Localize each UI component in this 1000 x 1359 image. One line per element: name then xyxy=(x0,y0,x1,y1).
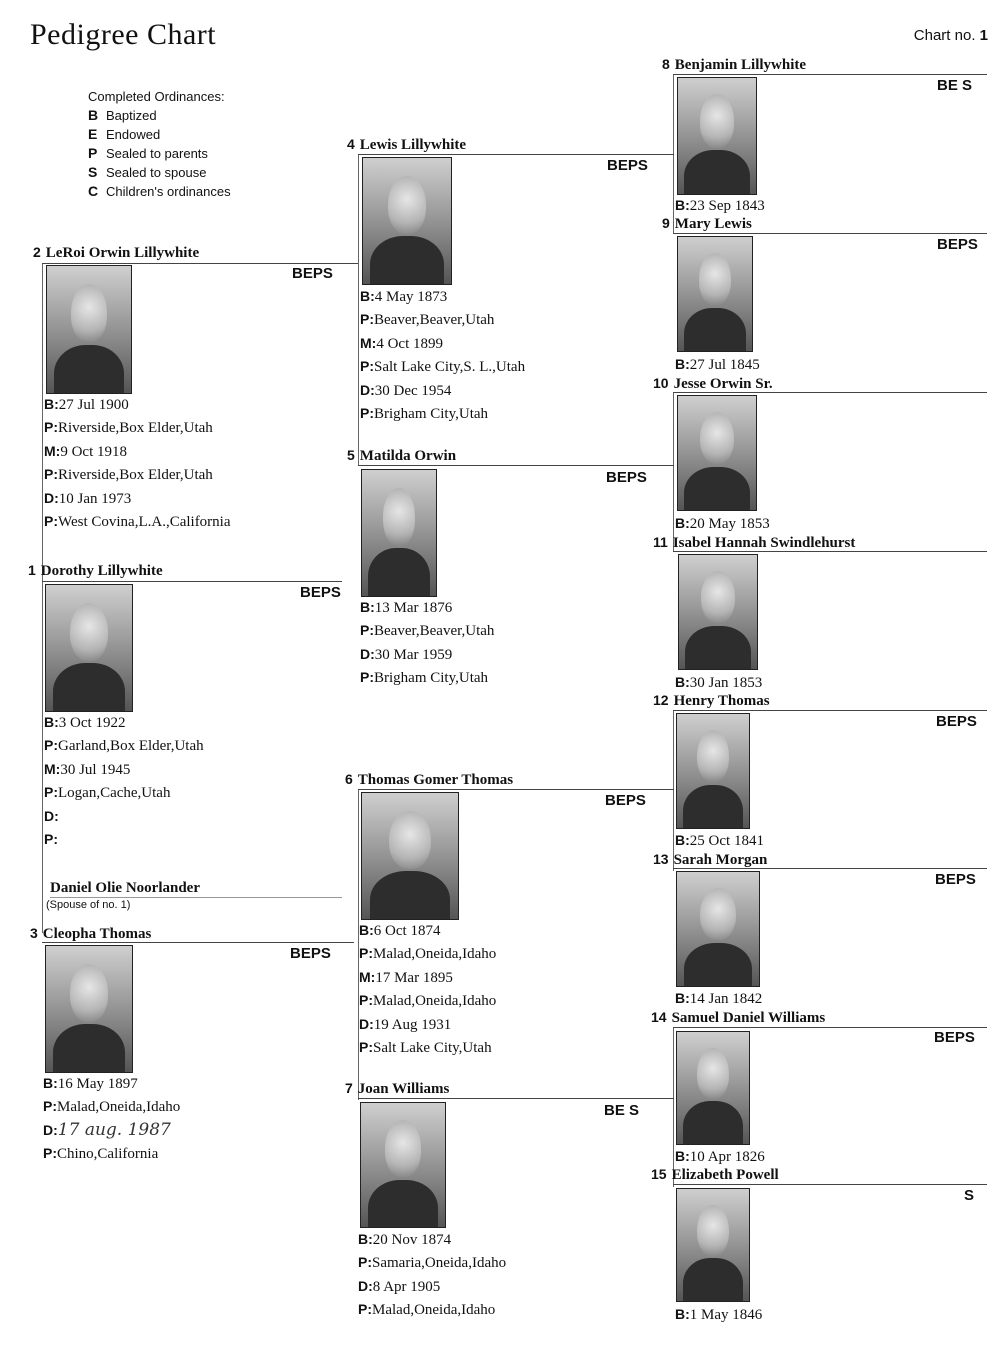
ordinance-codes: BE S xyxy=(937,77,973,94)
ordinance-codes: BEPS xyxy=(934,1029,975,1046)
legend-item xyxy=(88,144,231,163)
fact-value: 23 Sep 1843 xyxy=(689,198,765,214)
legend-heading: Completed Ordinances: xyxy=(88,89,225,104)
fact-row xyxy=(675,512,770,535)
fact-label: B: xyxy=(675,1306,690,1322)
name-rule xyxy=(673,551,987,552)
fact-row xyxy=(44,805,204,828)
fact-value: Salt Lake City,S. L.,Utah xyxy=(374,359,526,376)
name-rule xyxy=(673,1027,987,1028)
ordinance-codes: BEPS xyxy=(605,792,646,809)
legend-label: Children's ordinances xyxy=(106,184,231,199)
person-number: 5 xyxy=(347,447,355,463)
fact-value: Samaria,Oneida,Idaho xyxy=(372,1255,507,1272)
fact-value: 30 Mar 1959 xyxy=(374,646,453,663)
fact-value: 1 May 1846 xyxy=(689,1307,763,1323)
fact-row xyxy=(44,510,231,533)
fact-row xyxy=(675,987,762,1010)
person-name: Benjamin Lillywhite xyxy=(674,57,807,73)
vital-facts xyxy=(675,671,762,694)
person-number: 15 xyxy=(651,1166,667,1182)
fact-row xyxy=(358,1298,506,1321)
fact-value: Riverside,Box Elder,Utah xyxy=(58,420,213,437)
fact-row xyxy=(44,440,231,463)
fact-label: M: xyxy=(359,968,376,985)
name-rule xyxy=(42,263,358,264)
vital-facts xyxy=(43,1072,180,1166)
vital-facts xyxy=(675,512,770,535)
fact-value: Brigham City,Utah xyxy=(374,406,489,423)
fact-value: 10 Apr 1826 xyxy=(689,1149,765,1165)
fact-row xyxy=(360,402,525,425)
page-title: Pedigree Chart xyxy=(30,18,217,51)
fact-row xyxy=(360,666,494,689)
name-rule xyxy=(673,233,987,234)
fact-label: P: xyxy=(359,1039,373,1056)
fact-row xyxy=(359,1013,496,1036)
name-rule xyxy=(358,465,674,466)
portrait-photo xyxy=(676,871,760,987)
fact-label: D: xyxy=(44,489,59,506)
name-rule xyxy=(42,581,342,582)
fact-label: P: xyxy=(358,1254,372,1271)
ordinance-codes: BEPS xyxy=(936,713,977,730)
fact-row xyxy=(675,671,762,694)
fact-label: P: xyxy=(44,513,58,530)
vital-facts xyxy=(675,194,765,217)
fact-label: P: xyxy=(43,1145,57,1162)
legend-item xyxy=(88,182,231,201)
name-rule xyxy=(358,789,674,790)
fact-row xyxy=(360,308,525,331)
fact-row xyxy=(675,829,764,852)
fact-row xyxy=(43,1072,180,1095)
fact-label: P: xyxy=(44,419,58,436)
vital-facts xyxy=(675,987,762,1010)
fact-label: P: xyxy=(44,784,58,801)
person-number: 10 xyxy=(653,375,669,391)
fact-value: Beaver,Beaver,Utah xyxy=(374,623,495,640)
fact-label: D: xyxy=(44,807,59,824)
vital-facts xyxy=(360,596,494,690)
fact-row xyxy=(43,1095,180,1118)
fact-value: Beaver,Beaver,Utah xyxy=(374,312,495,329)
fact-value: Malad,Oneida,Idaho xyxy=(57,1099,181,1116)
person-number: 4 xyxy=(347,136,355,152)
fact-row xyxy=(360,285,525,308)
fact-label: B: xyxy=(360,599,375,615)
person-name: Matilda Orwin xyxy=(359,448,457,464)
fact-label: B: xyxy=(675,197,690,213)
fact-label: P: xyxy=(360,311,374,328)
fact-row xyxy=(44,393,231,416)
name-rule xyxy=(673,868,987,869)
fact-value: Chino,California xyxy=(57,1146,159,1163)
portrait-photo xyxy=(677,236,753,352)
fact-row xyxy=(359,1036,496,1059)
vital-facts xyxy=(359,919,496,1059)
vital-facts xyxy=(360,285,525,425)
fact-value: 27 Jul 1845 xyxy=(689,357,760,373)
ordinance-codes: BEPS xyxy=(937,236,978,253)
fact-label: P: xyxy=(44,466,58,483)
person-number: 3 xyxy=(30,925,38,941)
fact-row xyxy=(44,781,204,804)
fact-label: B: xyxy=(675,832,690,848)
portrait-photo xyxy=(362,157,452,285)
fact-label: D: xyxy=(359,1015,374,1032)
fact-row xyxy=(675,1145,765,1168)
legend-code: S xyxy=(88,164,98,180)
legend-label: Endowed xyxy=(106,127,161,142)
person-number: 9 xyxy=(662,215,670,231)
fact-label: B: xyxy=(359,922,374,938)
portrait-photo xyxy=(677,77,757,195)
fact-value: 6 Oct 1874 xyxy=(373,923,441,939)
vital-facts xyxy=(358,1228,506,1322)
person-name: Thomas Gomer Thomas xyxy=(357,772,514,788)
fact-label: B: xyxy=(675,515,690,531)
portrait-photo xyxy=(678,554,758,670)
fact-label: P: xyxy=(43,1098,57,1115)
person-number: 1 xyxy=(28,562,36,578)
fact-row xyxy=(360,596,494,619)
chart-number xyxy=(914,27,988,44)
connector-line xyxy=(673,392,674,552)
person-name: Isabel Hannah Swindlehurst xyxy=(672,535,856,551)
fact-row xyxy=(359,966,496,989)
fact-row xyxy=(360,379,525,402)
person-name: Mary Lewis xyxy=(674,216,752,232)
fact-label: B: xyxy=(675,990,690,1006)
fact-value: Logan,Cache,Utah xyxy=(58,785,171,802)
fact-label: M: xyxy=(44,442,61,459)
portrait-photo xyxy=(361,469,437,597)
legend-label: Sealed to spouse xyxy=(106,165,207,180)
vital-facts xyxy=(44,711,204,851)
fact-value: West Covina,L.A.,California xyxy=(58,514,231,531)
portrait-photo xyxy=(361,792,459,920)
connector-line xyxy=(358,155,359,465)
fact-label: B: xyxy=(44,396,59,412)
portrait-photo xyxy=(676,713,750,829)
fact-row xyxy=(358,1275,506,1298)
fact-value: Salt Lake City,Utah xyxy=(373,1040,492,1057)
ordinance-codes: BEPS xyxy=(935,871,976,888)
legend-label: Baptized xyxy=(106,108,157,123)
legend-code: C xyxy=(88,183,99,199)
portrait-photo xyxy=(360,1102,446,1228)
fact-label: B: xyxy=(675,674,690,690)
fact-row xyxy=(44,758,204,781)
fact-row xyxy=(675,1303,762,1326)
person-name: Lewis Lillywhite xyxy=(359,137,467,153)
connector-line xyxy=(673,711,674,871)
name-rule xyxy=(358,154,674,155)
legend-item xyxy=(88,163,231,182)
portrait-photo xyxy=(676,1031,750,1145)
fact-row xyxy=(360,355,525,378)
portrait-photo xyxy=(676,1188,750,1302)
legend-code: E xyxy=(88,126,98,142)
ordinance-codes: BEPS xyxy=(300,584,341,601)
fact-value: Malad,Oneida,Idaho xyxy=(372,1302,496,1319)
fact-value: Riverside,Box Elder,Utah xyxy=(58,467,213,484)
fact-row xyxy=(358,1251,506,1274)
fact-row xyxy=(675,194,765,217)
fact-value: 13 Mar 1876 xyxy=(374,600,453,616)
person-number: 13 xyxy=(653,851,669,867)
person-number: 12 xyxy=(653,692,669,708)
fact-value: Malad,Oneida,Idaho xyxy=(373,946,497,963)
fact-value: 16 May 1897 xyxy=(57,1076,138,1092)
ordinance-codes: BE S xyxy=(604,1102,640,1119)
fact-value: 17 Mar 1895 xyxy=(375,969,453,986)
fact-row xyxy=(43,1119,180,1142)
ordinance-codes: S xyxy=(964,1187,975,1204)
ordinance-codes: BEPS xyxy=(607,157,648,174)
fact-label: D: xyxy=(360,381,375,398)
fact-row xyxy=(44,711,204,734)
chart-number-label: Chart no. xyxy=(913,27,976,44)
portrait-photo xyxy=(45,584,133,712)
fact-value: 25 Oct 1841 xyxy=(689,833,764,849)
fact-row xyxy=(360,643,494,666)
vital-facts xyxy=(44,393,231,533)
fact-value: 4 Oct 1899 xyxy=(376,335,443,352)
portrait-photo xyxy=(46,265,132,394)
fact-row xyxy=(359,989,496,1012)
person-number: 2 xyxy=(33,244,41,260)
spouse-rule xyxy=(50,897,342,898)
fact-value: 9 Oct 1918 xyxy=(60,443,127,460)
person-name: Jesse Orwin Sr. xyxy=(673,376,773,392)
fact-row xyxy=(360,332,525,355)
fact-label: B: xyxy=(358,1231,373,1247)
person-number: 11 xyxy=(653,534,668,550)
fact-value: Brigham City,Utah xyxy=(374,670,489,687)
fact-row xyxy=(675,353,760,376)
fact-row xyxy=(44,487,231,510)
person-name: Joan Williams xyxy=(357,1081,450,1097)
fact-label: P: xyxy=(360,669,374,686)
fact-label: M: xyxy=(44,760,61,777)
connector-line xyxy=(673,1027,674,1187)
ordinance-codes: BEPS xyxy=(606,469,647,486)
fact-label: P: xyxy=(359,992,373,1009)
fact-label: P: xyxy=(44,831,58,848)
vital-facts xyxy=(675,1145,765,1168)
fact-value: 10 Jan 1973 xyxy=(58,490,132,507)
fact-row xyxy=(44,734,204,757)
fact-value: 30 Dec 1954 xyxy=(374,382,452,399)
fact-value: 14 Jan 1842 xyxy=(689,991,763,1007)
fact-label: B: xyxy=(675,356,690,372)
fact-value-handwritten: 17 aug. 1987 xyxy=(57,1119,171,1140)
fact-label: P: xyxy=(44,737,58,754)
name-rule xyxy=(358,1098,674,1099)
fact-value: 30 Jan 1853 xyxy=(689,675,763,691)
fact-value: Malad,Oneida,Idaho xyxy=(373,993,497,1010)
fact-label: B: xyxy=(360,288,375,304)
chart-number-value: 1 xyxy=(979,27,988,44)
name-rule xyxy=(673,710,987,711)
fact-label: P: xyxy=(360,622,374,639)
name-rule xyxy=(673,74,987,75)
fact-row xyxy=(44,463,231,486)
portrait-photo xyxy=(45,945,133,1073)
vital-facts xyxy=(675,1303,762,1326)
fact-label: P: xyxy=(358,1301,372,1318)
fact-value: 27 Jul 1900 xyxy=(58,397,129,413)
fact-label: D: xyxy=(358,1277,373,1294)
legend-label: Sealed to parents xyxy=(106,146,208,161)
fact-row xyxy=(360,619,494,642)
fact-value: 3 Oct 1922 xyxy=(58,715,126,731)
fact-value: 4 May 1873 xyxy=(374,289,448,305)
vital-facts xyxy=(675,829,764,852)
fact-value: 20 Nov 1874 xyxy=(372,1232,452,1248)
fact-row xyxy=(359,942,496,965)
fact-row xyxy=(359,919,496,942)
name-rule xyxy=(42,942,354,943)
person-number: 8 xyxy=(662,56,670,72)
fact-row xyxy=(358,1228,506,1251)
connector-line xyxy=(42,263,43,933)
fact-label: P: xyxy=(360,358,374,375)
fact-label: M: xyxy=(360,334,377,351)
portrait-photo xyxy=(677,395,757,511)
person-number: 14 xyxy=(651,1009,667,1025)
legend-item xyxy=(88,106,231,125)
person-name: Dorothy Lillywhite xyxy=(40,563,163,579)
person-name: LeRoi Orwin Lillywhite xyxy=(45,245,200,261)
spouse-name: Daniel Olie Noorlander xyxy=(50,880,200,896)
fact-value: Garland,Box Elder,Utah xyxy=(58,738,204,755)
fact-label: P: xyxy=(359,945,373,962)
vital-facts xyxy=(675,353,760,376)
legend-code: P xyxy=(88,145,98,161)
person-name: Cleopha Thomas xyxy=(42,926,152,942)
fact-row xyxy=(44,828,204,851)
fact-row xyxy=(43,1142,180,1165)
person-name: Henry Thomas xyxy=(673,693,770,709)
fact-label: B: xyxy=(43,1075,58,1091)
name-rule xyxy=(673,1184,987,1185)
person-name: Elizabeth Powell xyxy=(671,1167,779,1183)
fact-value: 8 Apr 1905 xyxy=(372,1278,441,1295)
legend-code: B xyxy=(88,107,99,123)
fact-value: 20 May 1853 xyxy=(689,516,770,532)
fact-label: P: xyxy=(360,405,374,422)
fact-label: D: xyxy=(43,1121,58,1138)
name-rule xyxy=(673,392,987,393)
fact-label: B: xyxy=(44,714,59,730)
person-name: Samuel Daniel Williams xyxy=(671,1010,826,1026)
person-name: Sarah Morgan xyxy=(673,852,768,868)
ordinance-legend xyxy=(88,88,231,201)
fact-row xyxy=(44,416,231,439)
fact-value: 19 Aug 1931 xyxy=(373,1016,452,1033)
person-number: 6 xyxy=(345,771,353,787)
ordinance-codes: BEPS xyxy=(292,265,333,282)
spouse-note: (Spouse of no. 1) xyxy=(46,899,131,911)
fact-value: 30 Jul 1945 xyxy=(60,761,131,778)
fact-label: D: xyxy=(360,645,375,662)
ordinance-codes: BEPS xyxy=(290,945,331,962)
legend-item xyxy=(88,125,231,144)
fact-label: B: xyxy=(675,1148,690,1164)
person-number: 7 xyxy=(345,1080,353,1096)
